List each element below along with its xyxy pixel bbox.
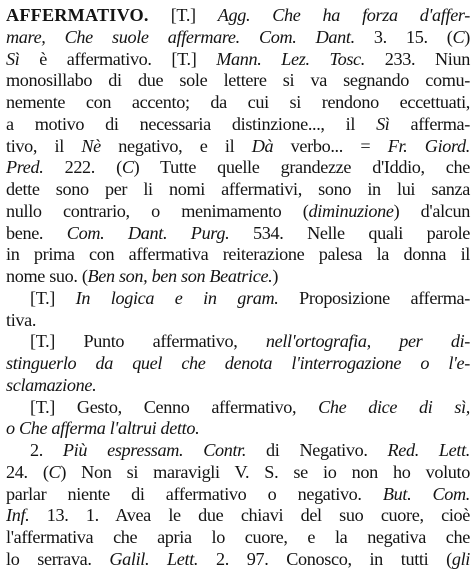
entry-text: tivo, il bbox=[6, 135, 82, 156]
entry-line bbox=[6, 483, 470, 505]
entry-text: verbo... = bbox=[273, 135, 388, 156]
italic-text: Red. Lett. bbox=[387, 440, 470, 460]
italic-text: Dà bbox=[251, 135, 274, 156]
italic-text: Sì bbox=[376, 113, 390, 134]
italic-text: Inf. bbox=[6, 505, 30, 526]
entry-text: 534. Nelle quali parole bbox=[229, 222, 470, 243]
entry-text: l'affermativa che apria lo cuore, e la negativa che bbox=[6, 527, 470, 547]
italic-text: gli bbox=[451, 548, 471, 569]
entry-text: ) d'alcun bbox=[393, 200, 470, 221]
italic-text: nell'ortografia, per di- bbox=[265, 331, 471, 352]
entry-text: ) Tutte quelle grandezze d'Iddio, che bbox=[133, 157, 470, 178]
italic-text: Nè bbox=[81, 135, 101, 156]
entry-text: 13. 1. Avea le due chiavi del suo cuore, cioè bbox=[29, 505, 470, 526]
entry-text: ) bbox=[464, 26, 470, 47]
italic-text: But. Com. bbox=[382, 483, 470, 504]
entry-line bbox=[6, 265, 470, 287]
entry-text: nullo contrario, o menimamento ( bbox=[6, 200, 309, 221]
entry-line bbox=[6, 113, 470, 135]
entry-line bbox=[6, 243, 470, 265]
entry-line bbox=[6, 352, 470, 374]
entry-line bbox=[6, 200, 470, 222]
entry-text: [T.] bbox=[30, 287, 76, 308]
italic-text: stinguerlo da quel che denota l'interrogazione o l'e- bbox=[6, 353, 470, 373]
italic-text: diminuzione bbox=[308, 200, 394, 221]
italic-text: C bbox=[121, 157, 134, 178]
italic-text: Galil. Lett. bbox=[109, 548, 199, 569]
entry-line bbox=[6, 222, 470, 244]
entry-text: negativo, e il bbox=[100, 135, 252, 156]
entry-line bbox=[6, 461, 470, 483]
italic-text: C bbox=[48, 461, 61, 482]
italic-text: Che dice di sì, bbox=[318, 396, 470, 417]
entry-text: [T.] Gesto, Cenno affermativo, bbox=[30, 396, 319, 417]
entry-text: 2. 97. Conosco, in tutti ( bbox=[198, 548, 452, 569]
entry-text: è affermativo. [T.] bbox=[19, 48, 217, 69]
entry-line bbox=[6, 69, 470, 91]
entry-text: 3. 15. ( bbox=[354, 26, 453, 47]
italic-text: In logica e in gram. bbox=[75, 287, 279, 308]
entry-text: [T.] Punto affermativo, bbox=[30, 331, 266, 352]
entry-line bbox=[6, 135, 470, 157]
entry-text: 24. ( bbox=[6, 461, 49, 482]
entry-line bbox=[6, 156, 470, 178]
entry-text: in prima con affermativa reiterazione palesa la donna il bbox=[6, 244, 470, 265]
entry-line bbox=[6, 504, 470, 526]
entry-line bbox=[30, 330, 470, 352]
entry-text: dette sono per li nomi affermativi, sono in lui sanza bbox=[6, 179, 470, 199]
entry-text: nemente con accento; da cui si rendono eccettuati, bbox=[6, 92, 470, 112]
entry-text: afferma- bbox=[389, 113, 470, 134]
entry-text: a motivo di necessaria distinzione..., il bbox=[6, 113, 377, 134]
italic-text: mare, Che suole affermare. Com. Dant. bbox=[6, 26, 355, 47]
entry-line bbox=[6, 526, 470, 548]
entry-text: lo serrava. bbox=[6, 548, 110, 569]
italic-text: Fr. Giord. bbox=[387, 135, 471, 156]
entry-text: di Negativo. bbox=[246, 440, 388, 460]
headword: AFFERMATIVO. bbox=[6, 5, 149, 25]
italic-text: Più espressam. Contr. bbox=[62, 440, 247, 460]
entry-line bbox=[30, 439, 470, 461]
entry-text: parlar niente di affermativo o negativo. bbox=[6, 483, 383, 504]
italic-text: Agg. Che ha forza d'affer- bbox=[217, 5, 470, 25]
entry-text: nome suo. ( bbox=[6, 266, 88, 286]
entry-line bbox=[6, 548, 470, 570]
entry-line bbox=[6, 309, 470, 331]
entry-line bbox=[6, 4, 470, 26]
entry-line bbox=[6, 91, 470, 113]
entry-text: 222. ( bbox=[43, 157, 122, 178]
entry-text: tiva. bbox=[6, 309, 37, 330]
italic-text: C bbox=[452, 26, 465, 47]
entry-line bbox=[30, 287, 470, 309]
italic-text: o Che afferma l'altrui detto. bbox=[6, 418, 200, 439]
entry-text: ) Non si maravigli V. S. se io non ho voluto bbox=[60, 461, 470, 482]
italic-text: Mann. Lez. Tosc. bbox=[216, 48, 365, 69]
entry-line bbox=[6, 26, 470, 48]
entry-text: bene. bbox=[6, 222, 67, 243]
italic-text: Ben son, ben son Beatrice. bbox=[87, 266, 273, 286]
entry-text: Proposizione afferma- bbox=[278, 287, 470, 308]
entry-text: 233. Niun bbox=[364, 48, 470, 69]
entry-text: monosillabo di due sole lettere si va segnando comu- bbox=[6, 70, 470, 91]
entry-text: [T.] bbox=[148, 5, 218, 25]
entry-line bbox=[6, 374, 470, 396]
italic-text: Pred. bbox=[6, 157, 44, 178]
entry-line bbox=[6, 178, 470, 200]
entry-text: 2. bbox=[30, 440, 63, 460]
italic-text: Com. Dant. Purg. bbox=[66, 222, 230, 243]
entry-line bbox=[30, 396, 470, 418]
entry-line bbox=[6, 48, 470, 70]
entry-line bbox=[6, 417, 470, 439]
italic-text: Sì bbox=[6, 48, 20, 69]
dictionary-page bbox=[6, 4, 471, 569]
entry-text: ) bbox=[272, 266, 279, 286]
italic-text: sclamazione. bbox=[6, 374, 97, 395]
